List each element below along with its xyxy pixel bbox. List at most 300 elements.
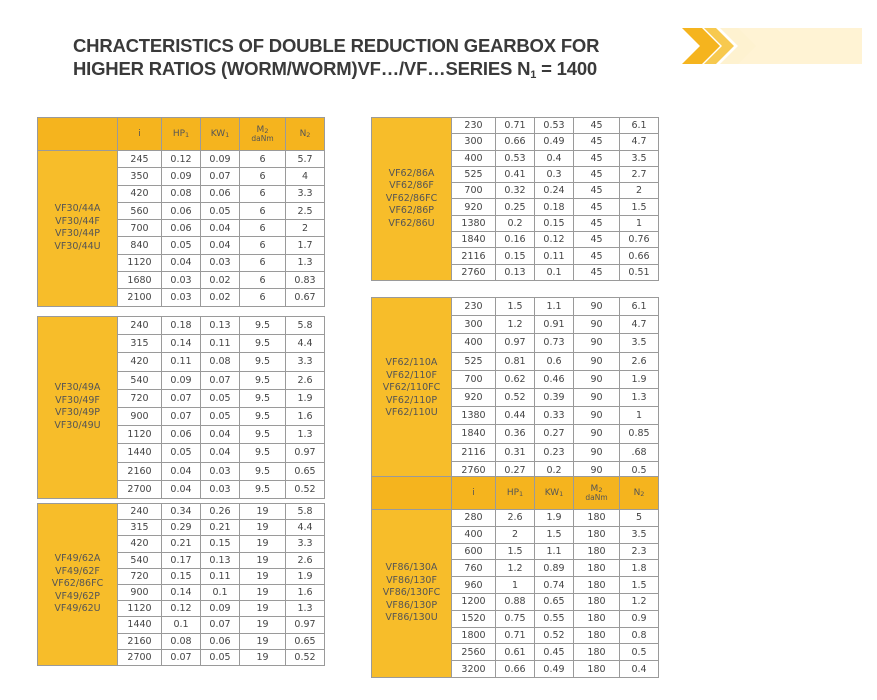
cell-hp1: 0.29	[162, 520, 201, 536]
cell-n2: 3.5	[620, 150, 659, 166]
cell-ratio: 2560	[452, 644, 496, 661]
cell-hp1: 0.53	[496, 150, 535, 166]
cell-m2: 6	[240, 151, 286, 168]
cell-hp1: 0.07	[162, 649, 201, 665]
cell-hp1: 0.15	[496, 248, 535, 264]
cell-m2: 6	[240, 237, 286, 254]
cell-n2: 1.9	[286, 568, 325, 584]
cell-ratio: 1800	[452, 627, 496, 644]
cell-hp1: 0.25	[496, 199, 535, 215]
model-name: VF49/62A	[54, 553, 101, 565]
cell-kw1: 0.09	[201, 601, 240, 617]
cell-m2: 9.5	[240, 407, 286, 425]
model-list-cell	[38, 504, 118, 666]
cell-ratio: 1680	[118, 272, 162, 289]
cell-hp1: 0.12	[162, 601, 201, 617]
cell-m2: 9.5	[240, 317, 286, 335]
cell-ratio: 960	[452, 577, 496, 594]
cell-m2: 90	[574, 461, 620, 479]
model-name: VF49/62U	[54, 603, 101, 615]
cell-m2: 6	[240, 168, 286, 185]
cell-m2: 19	[240, 584, 286, 600]
cell-n2: 1.5	[620, 577, 659, 594]
cell-kw1: 0.3	[535, 166, 574, 182]
cell-hp1: 0.75	[496, 610, 535, 627]
cell-hp1: 0.12	[162, 151, 201, 168]
cell-ratio: 1120	[118, 254, 162, 271]
chevron-arrows-icon	[682, 28, 862, 64]
cell-n2: 2.3	[620, 543, 659, 560]
cell-kw1: 0.07	[201, 617, 240, 633]
cell-ratio: 1380	[452, 407, 496, 425]
cell-kw1: 0.49	[535, 134, 574, 150]
model-list-cell	[372, 510, 452, 678]
cell-kw1: 0.6	[535, 352, 574, 370]
table-header-row	[38, 118, 325, 151]
cell-m2: 90	[574, 316, 620, 334]
cell-hp1: 2	[496, 526, 535, 543]
cell-n2: 1.3	[286, 254, 325, 271]
cell-n2: 0.65	[286, 633, 325, 649]
cell-hp1: 0.04	[162, 254, 201, 271]
cell-kw1: 0.2	[535, 461, 574, 479]
cell-m2: 180	[574, 661, 620, 678]
cell-n2: 1.3	[286, 601, 325, 617]
cell-kw1: 0.07	[201, 371, 240, 389]
cell-m2: 6	[240, 185, 286, 202]
cell-ratio: 420	[118, 185, 162, 202]
cell-ratio: 1840	[452, 232, 496, 248]
cell-ratio: 560	[118, 202, 162, 219]
cell-m2: 19	[240, 649, 286, 665]
cell-hp1: 0.1	[162, 617, 201, 633]
cell-kw1: 0.4	[535, 150, 574, 166]
cell-n2: 0.76	[620, 232, 659, 248]
cell-hp1: 0.31	[496, 443, 535, 461]
cell-n2: 2.7	[620, 166, 659, 182]
cell-m2: 9.5	[240, 462, 286, 480]
model-name: VF62/110P	[385, 394, 438, 406]
cell-ratio: 315	[118, 335, 162, 353]
header-m2: $M_2$ daNm	[240, 118, 286, 151]
cell-ratio: 760	[452, 560, 496, 577]
cell-kw1: 0.12	[535, 232, 574, 248]
cell-ratio: 400	[452, 526, 496, 543]
model-name: VF62/110A	[385, 357, 438, 369]
cell-ratio: 920	[452, 199, 496, 215]
cell-kw1: 0.39	[535, 388, 574, 406]
cell-n2: 1.6	[286, 584, 325, 600]
cell-kw1: 0.33	[535, 407, 574, 425]
cell-m2: 90	[574, 388, 620, 406]
cell-kw1: 0.02	[201, 289, 240, 306]
cell-hp1: 0.06	[162, 426, 201, 444]
model-name: VF62/86F	[389, 180, 434, 192]
cell-kw1: 0.74	[535, 577, 574, 594]
cell-m2: 180	[574, 577, 620, 594]
cell-kw1: 0.03	[201, 480, 240, 498]
gearbox-table	[371, 297, 659, 480]
cell-ratio: 2160	[118, 462, 162, 480]
cell-n2: 1.6	[286, 407, 325, 425]
model-name: VF30/49P	[54, 407, 101, 419]
model-list-cell	[372, 118, 452, 281]
cell-ratio: 1440	[118, 617, 162, 633]
cell-kw1: 0.04	[201, 426, 240, 444]
gearbox-table	[371, 476, 659, 678]
cell-m2: 19	[240, 601, 286, 617]
cell-n2: 4	[286, 168, 325, 185]
cell-hp1: 0.16	[496, 232, 535, 248]
model-name: VF62/86FC	[385, 192, 438, 204]
header-hp1: $HP_1$	[162, 118, 201, 151]
cell-kw1: 0.73	[535, 334, 574, 352]
cell-hp1: 0.97	[496, 334, 535, 352]
model-name: VF30/44A	[54, 203, 101, 215]
cell-kw1: 1.1	[535, 298, 574, 316]
model-name: VF62/86P	[388, 205, 435, 217]
cell-kw1: 0.45	[535, 644, 574, 661]
cell-n2: 2.6	[286, 371, 325, 389]
cell-hp1: 0.27	[496, 461, 535, 479]
cell-m2: 9.5	[240, 353, 286, 371]
cell-hp1: 0.05	[162, 237, 201, 254]
cell-hp1: 0.04	[162, 462, 201, 480]
cell-kw1: 1.5	[535, 526, 574, 543]
cell-hp1: 1.2	[496, 316, 535, 334]
header-blank	[38, 118, 118, 151]
cell-n2: 1.9	[620, 370, 659, 388]
cell-m2: 90	[574, 334, 620, 352]
cell-m2: 90	[574, 443, 620, 461]
gearbox-table	[37, 503, 325, 666]
cell-m2: 90	[574, 370, 620, 388]
cell-ratio: 2116	[452, 443, 496, 461]
cell-hp1: 0.52	[496, 388, 535, 406]
cell-kw1: 0.23	[535, 443, 574, 461]
model-list-cell	[38, 151, 118, 307]
cell-ratio: 720	[118, 389, 162, 407]
cell-ratio: 700	[118, 220, 162, 237]
cell-hp1: 0.34	[162, 504, 201, 520]
cell-kw1: 0.65	[535, 593, 574, 610]
cell-n2: 4.4	[286, 520, 325, 536]
cell-ratio: 240	[118, 504, 162, 520]
cell-n2: 5.8	[286, 317, 325, 335]
cell-hp1: 0.17	[162, 552, 201, 568]
cell-m2: 90	[574, 352, 620, 370]
model-name: VF62/86A	[388, 167, 435, 179]
cell-m2: 45	[574, 150, 620, 166]
cell-ratio: 2160	[118, 633, 162, 649]
cell-kw1: 0.04	[201, 220, 240, 237]
cell-hp1: 0.81	[496, 352, 535, 370]
cell-hp1: 0.09	[162, 371, 201, 389]
cell-ratio: 245	[118, 151, 162, 168]
model-name: VF30/44P	[54, 228, 101, 240]
cell-hp1: 0.13	[496, 264, 535, 280]
model-name: VF86/130P	[385, 599, 438, 611]
cell-m2: 6	[240, 289, 286, 306]
cell-hp1: 0.36	[496, 425, 535, 443]
header-kw1: $KW_1$	[535, 477, 574, 510]
cell-kw1: 0.18	[535, 199, 574, 215]
cell-m2: 180	[574, 543, 620, 560]
cell-ratio: 2760	[452, 264, 496, 280]
cell-kw1: 0.03	[201, 462, 240, 480]
cell-hp1: 0.66	[496, 134, 535, 150]
cell-kw1: 0.89	[535, 560, 574, 577]
cell-m2: 45	[574, 199, 620, 215]
cell-ratio: 1440	[118, 444, 162, 462]
cell-n2: 1.8	[620, 560, 659, 577]
model-name: VF49/62F	[55, 565, 100, 577]
cell-m2: 180	[574, 644, 620, 661]
cell-hp1: 0.66	[496, 661, 535, 678]
cell-m2: 19	[240, 504, 286, 520]
header-ratio: i	[452, 477, 496, 510]
cell-m2: 19	[240, 552, 286, 568]
cell-kw1: 0.53	[535, 118, 574, 134]
model-name: VF62/110F	[386, 369, 437, 381]
cell-kw1: 0.04	[201, 444, 240, 462]
cell-ratio: 1840	[452, 425, 496, 443]
cell-hp1: 0.88	[496, 593, 535, 610]
cell-kw1: 0.11	[535, 248, 574, 264]
cell-hp1: 0.03	[162, 272, 201, 289]
cell-n2: 1.7	[286, 237, 325, 254]
cell-ratio: 840	[118, 237, 162, 254]
cell-n2: 2.5	[286, 202, 325, 219]
cell-ratio: 2700	[118, 480, 162, 498]
cell-m2: 180	[574, 593, 620, 610]
header-n2: $N_2$	[620, 477, 659, 510]
model-name: VF30/49A	[54, 382, 101, 394]
cell-n2: 0.97	[286, 617, 325, 633]
cell-ratio: 1380	[452, 215, 496, 231]
cell-ratio: 300	[452, 134, 496, 150]
cell-m2: 19	[240, 617, 286, 633]
cell-m2: 45	[574, 248, 620, 264]
cell-hp1: 0.44	[496, 407, 535, 425]
cell-m2: 6	[240, 254, 286, 271]
cell-n2: 2	[286, 220, 325, 237]
cell-hp1: 0.62	[496, 370, 535, 388]
cell-ratio: 280	[452, 510, 496, 527]
header-n2: $N_2$	[286, 118, 325, 151]
cell-kw1: 0.1	[535, 264, 574, 280]
cell-n2: 2	[620, 183, 659, 199]
cell-kw1: 0.46	[535, 370, 574, 388]
cell-n2: 0.52	[286, 480, 325, 498]
cell-kw1: 0.03	[201, 254, 240, 271]
cell-m2: 180	[574, 610, 620, 627]
table-row	[38, 504, 325, 520]
model-name: VF62/86FC	[51, 578, 104, 590]
cell-m2: 6	[240, 220, 286, 237]
table-row	[372, 118, 659, 134]
cell-n2: 3.5	[620, 334, 659, 352]
cell-ratio: 230	[452, 118, 496, 134]
cell-hp1: 0.2	[496, 215, 535, 231]
cell-kw1: 1.9	[535, 510, 574, 527]
cell-hp1: 0.03	[162, 289, 201, 306]
cell-m2: 45	[574, 215, 620, 231]
model-list-cell	[38, 317, 118, 499]
cell-m2: 90	[574, 425, 620, 443]
cell-hp1: 1.2	[496, 560, 535, 577]
cell-m2: 9.5	[240, 444, 286, 462]
cell-ratio: 525	[452, 352, 496, 370]
cell-hp1: 0.08	[162, 185, 201, 202]
cell-ratio: 540	[118, 371, 162, 389]
cell-m2: 19	[240, 536, 286, 552]
cell-n2: 5.8	[286, 504, 325, 520]
cell-n2: 3.5	[620, 526, 659, 543]
cell-m2: 19	[240, 520, 286, 536]
cell-hp1: 0.61	[496, 644, 535, 661]
cell-m2: 180	[574, 526, 620, 543]
cell-m2: 180	[574, 510, 620, 527]
cell-n2: 0.8	[620, 627, 659, 644]
cell-kw1: 0.05	[201, 407, 240, 425]
table-header-row	[372, 477, 659, 510]
cell-m2: 9.5	[240, 371, 286, 389]
cell-hp1: 0.21	[162, 536, 201, 552]
cell-kw1: 0.05	[201, 649, 240, 665]
cell-n2: 4.7	[620, 316, 659, 334]
cell-ratio: 420	[118, 536, 162, 552]
cell-kw1: 0.49	[535, 661, 574, 678]
cell-ratio: 350	[118, 168, 162, 185]
cell-kw1: 0.26	[201, 504, 240, 520]
cell-kw1: 0.09	[201, 151, 240, 168]
cell-ratio: 420	[118, 353, 162, 371]
model-name: VF62/110FC	[382, 382, 441, 394]
cell-kw1: 0.15	[535, 215, 574, 231]
cell-hp1: 0.15	[162, 568, 201, 584]
cell-n2: 5.7	[286, 151, 325, 168]
model-name: VF30/44U	[54, 240, 101, 252]
cell-m2: 45	[574, 264, 620, 280]
model-name: VF86/130FC	[382, 587, 441, 599]
cell-n2: .68	[620, 443, 659, 461]
cell-kw1: 0.52	[535, 627, 574, 644]
cell-m2: 6	[240, 202, 286, 219]
page-title	[73, 34, 599, 80]
cell-ratio: 3200	[452, 661, 496, 678]
cell-n2: 3.3	[286, 185, 325, 202]
cell-kw1: 0.11	[201, 335, 240, 353]
cell-ratio: 1120	[118, 601, 162, 617]
cell-kw1: 0.05	[201, 389, 240, 407]
header-hp1: $HP_1$	[496, 477, 535, 510]
model-name: VF86/130U	[385, 612, 438, 624]
cell-ratio: 230	[452, 298, 496, 316]
cell-ratio: 700	[452, 370, 496, 388]
cell-m2: 90	[574, 298, 620, 316]
cell-n2: 1.3	[286, 426, 325, 444]
model-list-cell	[372, 298, 452, 480]
cell-m2: 45	[574, 232, 620, 248]
cell-hp1: 0.06	[162, 202, 201, 219]
cell-hp1: 1	[496, 577, 535, 594]
cell-n2: 0.65	[286, 462, 325, 480]
model-name: VF62/86U	[388, 217, 435, 229]
cell-n2: 6.1	[620, 118, 659, 134]
cell-ratio: 315	[118, 520, 162, 536]
cell-ratio: 2700	[118, 649, 162, 665]
gearbox-table	[371, 117, 659, 281]
title-line-2: HIGHER RATIOS (WORM/WORM)VF…/VF…SERIES $N_1 = 1400$	[73, 58, 597, 81]
cell-kw1: 0.04	[201, 237, 240, 254]
cell-m2: 180	[574, 560, 620, 577]
cell-n2: 1	[620, 215, 659, 231]
cell-kw1: 0.91	[535, 316, 574, 334]
cell-kw1: 0.05	[201, 202, 240, 219]
cell-ratio: 1200	[452, 593, 496, 610]
cell-n2: 0.83	[286, 272, 325, 289]
cell-ratio: 300	[452, 316, 496, 334]
cell-ratio: 900	[118, 407, 162, 425]
cell-m2: 19	[240, 568, 286, 584]
cell-m2: 9.5	[240, 389, 286, 407]
cell-hp1: 0.11	[162, 353, 201, 371]
table-row	[38, 151, 325, 168]
cell-m2: 45	[574, 166, 620, 182]
model-name: VF30/44F	[55, 215, 100, 227]
title-line-1: CHRACTERISTICS OF DOUBLE REDUCTION GEARBOX FOR	[73, 35, 600, 56]
cell-m2: 9.5	[240, 480, 286, 498]
cell-kw1: 1.1	[535, 543, 574, 560]
cell-kw1: 0.55	[535, 610, 574, 627]
model-name: VF30/49U	[54, 419, 101, 431]
cell-m2: 6	[240, 272, 286, 289]
cell-ratio: 1120	[118, 426, 162, 444]
table-row	[372, 298, 659, 316]
cell-kw1: 0.02	[201, 272, 240, 289]
cell-m2: 45	[574, 118, 620, 134]
cell-kw1: 0.11	[201, 568, 240, 584]
cell-hp1: 0.71	[496, 118, 535, 134]
model-name: VF62/110U	[385, 407, 438, 419]
cell-kw1: 0.07	[201, 168, 240, 185]
cell-n2: 3.3	[286, 353, 325, 371]
cell-m2: 90	[574, 407, 620, 425]
cell-n2: 0.67	[286, 289, 325, 306]
cell-hp1: 0.08	[162, 633, 201, 649]
cell-n2: 0.4	[620, 661, 659, 678]
model-name: VF86/130F	[386, 574, 437, 586]
cell-n2: 1.9	[286, 389, 325, 407]
gearbox-table	[37, 117, 325, 307]
gearbox-table	[37, 316, 325, 499]
cell-n2: 6.1	[620, 298, 659, 316]
cell-n2: 4.7	[620, 134, 659, 150]
cell-n2: 0.52	[286, 649, 325, 665]
header-m2: $M_2$ daNm	[574, 477, 620, 510]
cell-n2: 2.6	[620, 352, 659, 370]
cell-n2: 0.5	[620, 461, 659, 479]
cell-hp1: 2.6	[496, 510, 535, 527]
cell-n2: 4.4	[286, 335, 325, 353]
cell-kw1: 0.21	[201, 520, 240, 536]
cell-ratio: 700	[452, 183, 496, 199]
cell-kw1: 0.15	[201, 536, 240, 552]
cell-hp1: 0.09	[162, 168, 201, 185]
cell-ratio: 2100	[118, 289, 162, 306]
cell-hp1: 0.32	[496, 183, 535, 199]
